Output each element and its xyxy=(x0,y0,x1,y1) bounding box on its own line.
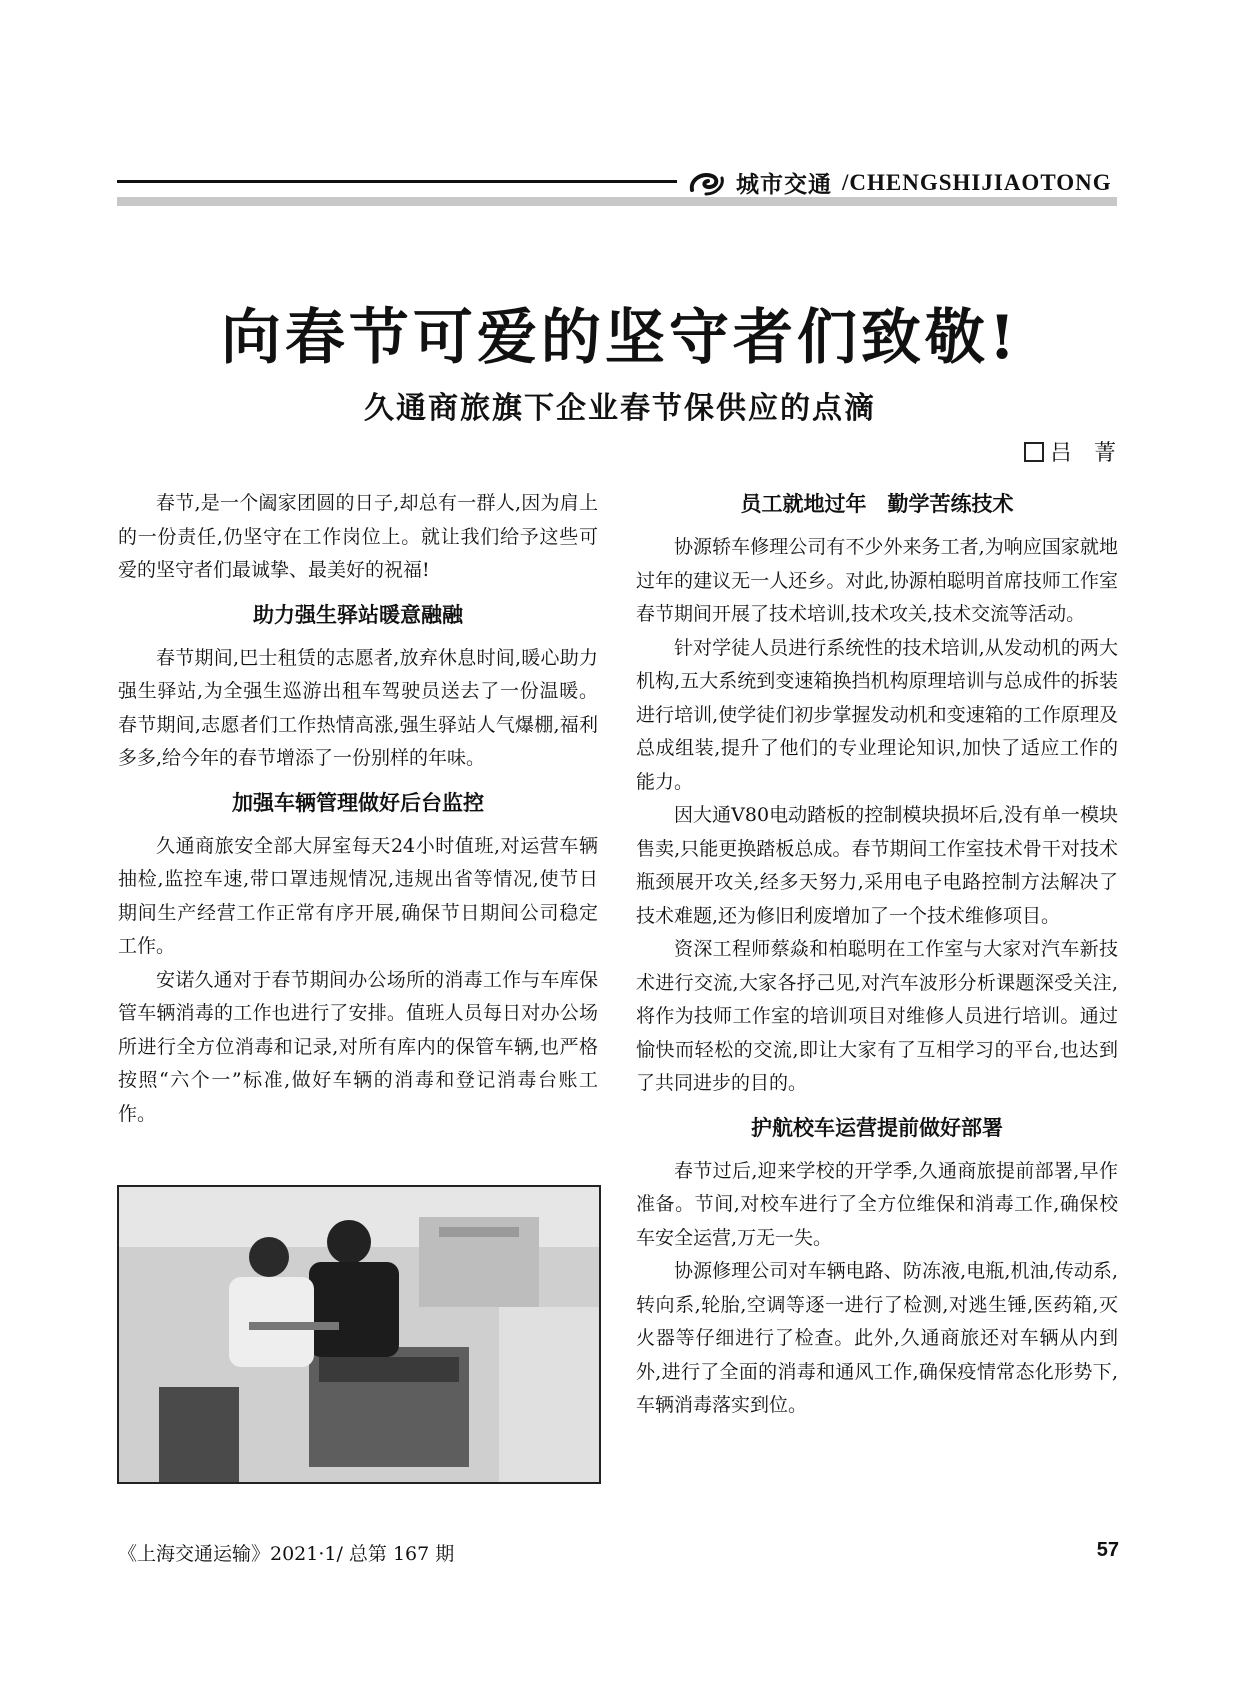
right-column xyxy=(636,487,1118,1423)
article-subtitle: 久通商旅旗下企业春节保供应的点滴 xyxy=(364,391,876,426)
section-name: 城市交通 xyxy=(736,171,832,198)
byline xyxy=(1024,436,1116,467)
body-paragraph: 针对学徒人员进行系统性的技术培训,从发动机的两大机构,五大系统到变速箱换挡机构原理培训与总成件的拆装进行培训,使学徒们初步掌握发动机和变速箱的工作原理及总成组装,提升了他们的专业理论知识,加快了适应工作的能力。 xyxy=(636,636,1118,793)
body-paragraph: 安诺久通对于春节期间办公场所的消毒工作与车库保管车辆消毒的工作也进行了安排。值班人员每日对办公场所进行全方位消毒和记录,对所有库内的保管车辆,也严格按照“六个一”标准,做好车辆的消毒和登记消毒台账工作。 xyxy=(118,968,598,1125)
section-heading: 员工就地过年 勤学苦练技术 xyxy=(740,492,1014,516)
author-name: 吕 菁 xyxy=(1049,441,1116,466)
mechanics-engine-photo xyxy=(117,1185,601,1484)
body-paragraph: 久通商旅安全部大屏室每天24小时值班,对运营车辆抽检,监控车速,带口罩违规情况,违规出省等情况,使节日期间生产经营工作正常有序开展,确保节日期间公司稳定工作。 xyxy=(118,834,598,957)
section-pinyin: /CHENGSHIJIAOTONG xyxy=(842,169,1112,195)
body-paragraph: 协源轿车修理公司有不少外来务工者,为响应国家就地过年的建议无一人还乡。对此,协源柏聪明首席技师工作室春节期间开展了技术培训,技术攻关,技术交流等活动。 xyxy=(636,536,1118,625)
body-paragraph: 春节过后,迎来学校的开学季,久通商旅提前部署,早作准备。节间,对校车进行了全方位维保和消毒工作,确保校车安全运营,万无一失。 xyxy=(636,1159,1118,1249)
left-column xyxy=(118,487,598,1131)
body-paragraph: 协源修理公司对车辆电路、防冻液,电瓶,机油,传动系,转向系,轮胎,空调等逐一进行了检测,对逃生锤,医药箱,灭火器等仔细进行了检查。此外,久通商旅还对车辆从内到外,进行了全面的消毒和通风工作,确保疫情常态化形势下,车辆消毒落实到位。 xyxy=(636,1260,1118,1416)
article-title: 向春节可爱的坚守者们致敬! xyxy=(220,303,1020,373)
body-paragraph: 春节期间,巴士租赁的志愿者,放弃休息时间,暖心助力强生驿站,为全强生巡游出租车驾驶员送去了一份温暖。春节期间,志愿者们工作热情高涨,强生驿站人气爆棚,福利多多,给今年的春节增添了一份别样的年味。 xyxy=(118,646,598,769)
byline-box-icon xyxy=(1024,442,1044,462)
section-heading: 助力强生驿站暖意融融 xyxy=(253,602,463,627)
body-paragraph: 因大通V80电动踏板的控制模块损坏后,没有单一模块售卖,只能更换踏板总成。春节期间工作室技术骨干对技术瓶颈展开攻关,经多天努力,采用电子电路控制方法解决了技术难题,还为修旧利废增加了一个技术维修项目。 xyxy=(636,804,1118,927)
section-heading: 加强车辆管理做好后台监控 xyxy=(232,790,484,815)
body-paragraph: 资深工程师蔡焱和柏聪明在工作室与大家对汽车新技术进行交流,大家各抒己见,对汽车波形分析课题深受关注,将作为技师工作室的培训项目对维修人员进行培训。通过愉快而轻松的交流,即让大家有了互相学习的平台,也达到了共同进步的目的。 xyxy=(636,938,1118,1094)
section-heading: 护航校车运营提前做好部署 xyxy=(751,1115,1003,1140)
section-tag xyxy=(688,166,1112,199)
intro-paragraph: 春节,是一个阖家团圆的日子,却总有一群人,因为肩上的一份责任,仍坚守在工作岗位上。就让我们给予这些可爱的坚守者们最诚挚、最美好的祝福! xyxy=(118,492,598,581)
photo-illustration xyxy=(119,1187,599,1482)
swirl-logo-icon xyxy=(688,170,726,196)
journal-citation: 《上海交通运输》2021·1/ 总第 167 期 xyxy=(118,1543,455,1565)
page-number: 57 xyxy=(1096,1539,1119,1561)
header-rule xyxy=(117,180,677,183)
